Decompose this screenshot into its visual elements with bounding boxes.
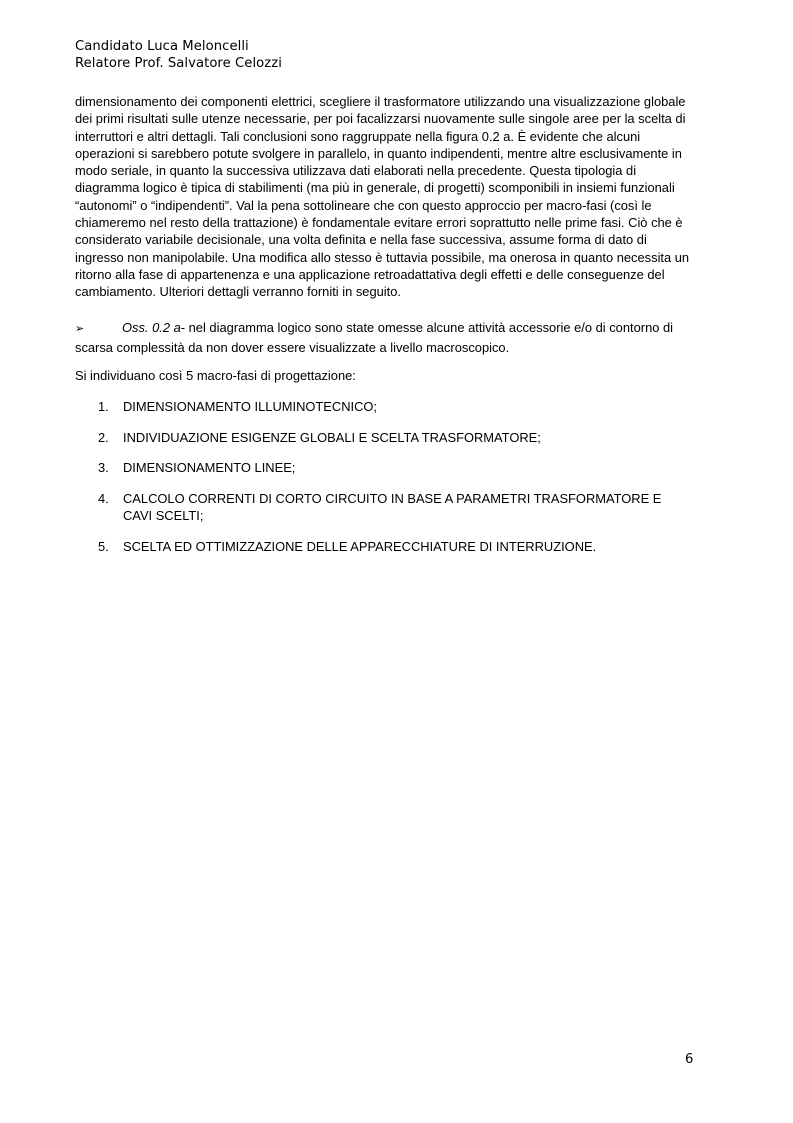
- list-number: 5.: [98, 538, 109, 554]
- paragraph-line: considerato variabile decisionale, una volta definita e nella fase successiva, assume forma di dato di: [75, 232, 647, 248]
- paragraph-line: operazioni si sarebbero potute svolgere in parallelo, in quanto indipendenti, mentre altre esclusivamente in: [75, 145, 682, 161]
- list-item: [98, 429, 718, 447]
- paragraph-line: modo seriale, in quanto la successiva utilizzava dati elaborati nella precedente. Questa tipologia di: [75, 163, 637, 179]
- paragraph-line: interruttori e altri dettagli. Tali conclusioni sono raggruppate nella figura 0.2 a. È evidente che alcuni: [75, 128, 641, 144]
- observation-label: Oss. 0.2 a: [122, 320, 181, 335]
- paragraph-line: ingresso non manipolabile. Una modifica allo stesso è tuttavia possibile, ma onerosa in quanto necessita un: [75, 249, 690, 265]
- observation-text: - nel diagramma logico sono state omesse alcune attività accessorie e/o di contorno di: [180, 320, 674, 335]
- list-number: 3.: [98, 460, 109, 475]
- observation-note: [75, 318, 715, 357]
- list-item-text: DIMENSIONAMENTO LINEE;: [123, 460, 296, 475]
- phases-intro: Si individuano così 5 macro-fasi di progettazione:: [75, 368, 356, 383]
- advisor-name: Relatore Prof. Salvatore Celozzi: [75, 56, 282, 71]
- list-item: [98, 459, 718, 477]
- list-item: [98, 538, 718, 556]
- paragraph-line: diagramma logico è tipica di stabilimenti (ma più in generale, di progetti) scomponibili in insiemi funzionali: [75, 180, 675, 196]
- list-number: 2.: [98, 429, 109, 445]
- observation-text: scarsa complessità da non dover essere visualizzate a livello macroscopico.: [75, 340, 510, 355]
- list-item-text: CAVI SCELTI;: [123, 508, 204, 523]
- body-paragraph: [75, 93, 715, 301]
- page-header: [75, 38, 282, 72]
- paragraph-line: chiameremo nel resto della trattazione) è fondamentale evitare errori soprattutto nelle prime fasi. Ciò che è: [75, 215, 683, 231]
- paragraph-line: dei primi risultati sulle utenze necessarie, per poi facalizzarsi nuovamente sulle singole aree per la scelta di: [75, 111, 686, 127]
- paragraph-line: ritorno alla fase di appartenenza e una applicazione retroadattativa degli effetti e delle conseguenze del: [75, 266, 665, 282]
- macro-phase-list: [98, 398, 718, 568]
- list-item-text: INDIVIDUAZIONE ESIGENZE GLOBALI E SCELTA TRASFORMATORE;: [123, 429, 541, 445]
- list-number: 1.: [98, 399, 109, 414]
- paragraph-line: cambiamento. Ulteriori dettagli verranno forniti in seguito.: [75, 284, 402, 300]
- list-number: 4.: [98, 490, 109, 506]
- list-item-text: DIMENSIONAMENTO ILLUMINOTECNICO;: [123, 399, 378, 414]
- list-item-text: SCELTA ED OTTIMIZZAZIONE DELLE APPARECCHIATURE DI INTERRUZIONE.: [123, 538, 597, 554]
- paragraph-line: “autonomi” o “indipendenti”. Val la pena sottolineare che con questo approccio per macro-fasi (così le: [75, 197, 652, 213]
- candidate-name: Candidato Luca Meloncelli: [75, 39, 249, 54]
- arrow-bullet-icon: ➢: [75, 322, 85, 335]
- list-item: [98, 490, 718, 525]
- list-item-text: CALCOLO CORRENTI DI CORTO CIRCUITO IN BASE A PARAMETRI TRASFORMATORE E: [123, 490, 662, 506]
- paragraph-line: dimensionamento dei componenti elettrici, scegliere il trasformatore utilizzando una visualizzazione globale: [75, 94, 686, 109]
- page-number: 6: [685, 1052, 694, 1067]
- list-item: [98, 398, 718, 416]
